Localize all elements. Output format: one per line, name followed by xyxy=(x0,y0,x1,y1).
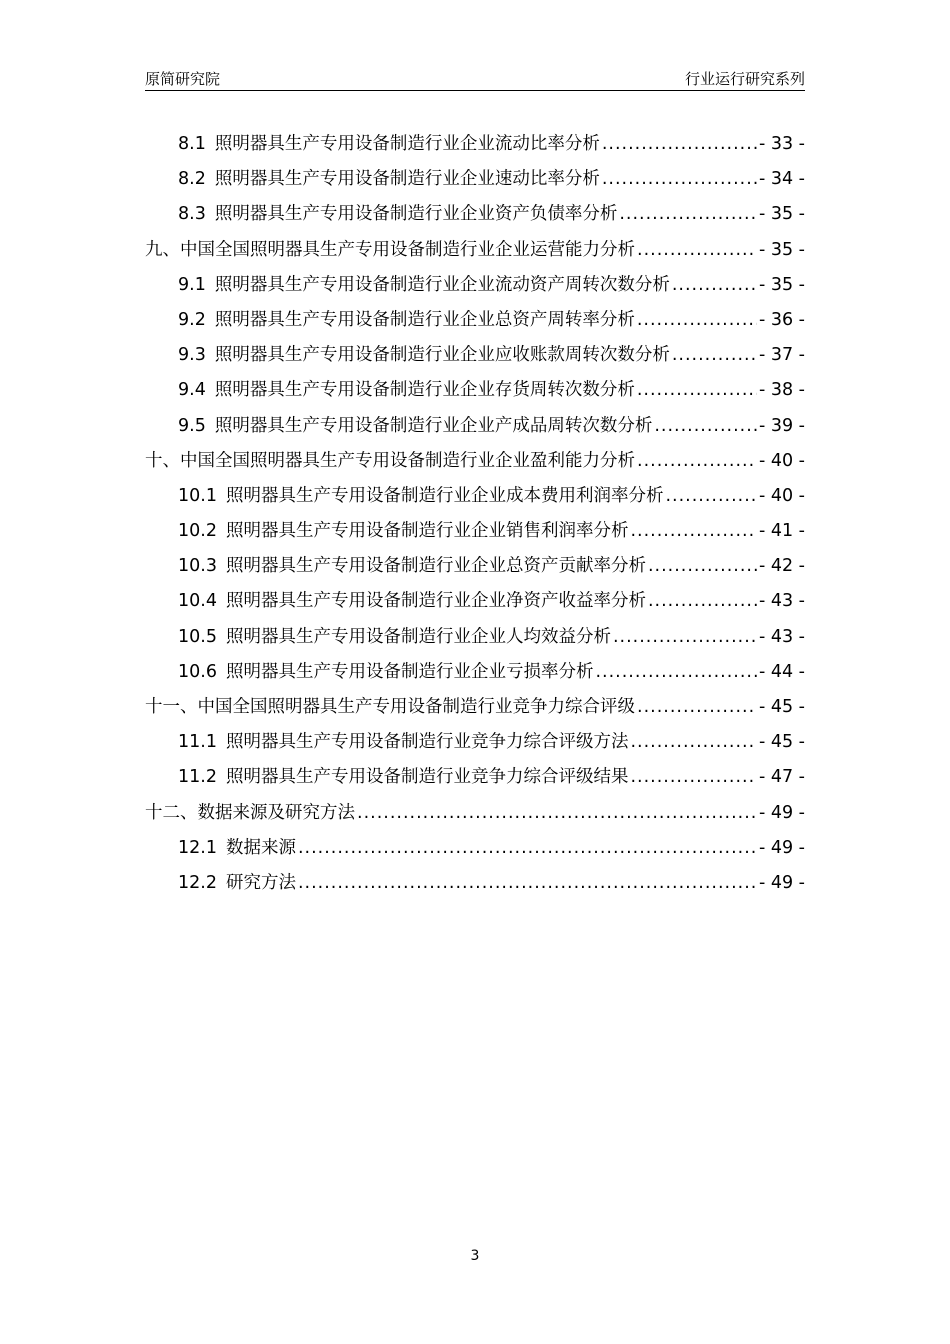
toc-entry-title: 十一、中国全国照明器具生产专用设备制造行业竞争力综合评级 xyxy=(145,697,635,717)
toc-entry-number: 9.1 xyxy=(178,274,206,295)
toc-entry[interactable] xyxy=(145,587,805,622)
toc-entry[interactable] xyxy=(145,658,805,693)
toc-entry[interactable] xyxy=(145,341,805,376)
toc-entry-title: 照明器具生产专用设备制造行业企业总资产贡献率分析 xyxy=(225,556,646,577)
toc-entry[interactable] xyxy=(145,693,805,728)
toc-leader-dots xyxy=(298,873,757,893)
toc-entry-page: - 40 - xyxy=(758,485,805,506)
toc-entry-page: - 43 - xyxy=(758,626,805,647)
toc-entry[interactable] xyxy=(145,552,805,587)
toc-entry-page: - 35 - xyxy=(758,274,805,295)
toc-entry-page: - 35 - xyxy=(758,239,805,260)
toc-entry-title: 十、中国全国照明器具生产专用设备制造行业企业盈利能力分析 xyxy=(145,450,635,471)
toc-entry-title: 照明器具生产专用设备制造行业企业亏损率分析 xyxy=(225,661,594,682)
toc-entry[interactable] xyxy=(145,236,805,271)
toc-entry[interactable] xyxy=(145,869,805,904)
toc-leader-dots xyxy=(637,451,757,471)
toc-entry[interactable] xyxy=(145,165,805,200)
toc-entry-number: 8.2 xyxy=(178,169,206,190)
toc-leader-dots xyxy=(654,416,757,436)
toc-entry[interactable] xyxy=(145,130,805,165)
toc-leader-dots xyxy=(602,134,757,154)
toc-entry-number: 8.1 xyxy=(178,134,206,154)
toc-entry-number: 10.5 xyxy=(178,626,217,647)
toc-entry[interactable] xyxy=(145,623,805,658)
toc-entry[interactable] xyxy=(145,517,805,552)
toc-entry[interactable] xyxy=(145,412,805,447)
toc-entry-number: 9.4 xyxy=(178,380,206,401)
toc-leader-dots xyxy=(298,838,757,858)
toc-entry-page: - 43 - xyxy=(758,591,805,612)
toc-entry-title: 照明器具生产专用设备制造行业企业流动比率分析 xyxy=(214,134,600,154)
toc-entry-page: - 44 - xyxy=(758,661,805,682)
toc-entry-title: 照明器具生产专用设备制造行业企业应收账款周转次数分析 xyxy=(214,345,670,366)
header-org-name: 原简研究院 xyxy=(145,70,221,88)
toc-entry[interactable] xyxy=(145,799,805,834)
toc-entry-title: 照明器具生产专用设备制造行业企业净资产收益率分析 xyxy=(225,591,646,612)
toc-entry-title: 照明器具生产专用设备制造行业竞争力综合评级方法 xyxy=(225,732,629,753)
toc-leader-dots xyxy=(613,627,757,647)
toc-entry-page: - 45 - xyxy=(758,697,805,717)
toc-entry-page: - 49 - xyxy=(758,837,805,858)
toc-entry-title: 数据来源 xyxy=(225,837,296,858)
toc-entry-number: 11.1 xyxy=(178,732,217,753)
toc-entry-page: - 34 - xyxy=(758,169,805,190)
toc-entry-title: 照明器具生产专用设备制造行业企业流动资产周转次数分析 xyxy=(214,274,670,295)
toc-leader-dots xyxy=(648,556,757,576)
toc-leader-dots xyxy=(630,767,757,787)
toc-leader-dots xyxy=(648,591,757,611)
toc-entry-number: 10.4 xyxy=(178,591,217,612)
toc-entry-title: 照明器具生产专用设备制造行业企业速动比率分析 xyxy=(214,169,600,190)
toc-leader-dots xyxy=(619,204,757,224)
toc-entry-page: - 39 - xyxy=(758,415,805,436)
toc-entry-title: 照明器具生产专用设备制造行业企业成本费用利润率分析 xyxy=(225,485,664,506)
toc-leader-dots xyxy=(672,275,757,295)
toc-entry-number: 11.2 xyxy=(178,767,217,788)
toc-leader-dots xyxy=(672,345,757,365)
toc-entry-title: 九、中国全国照明器具生产专用设备制造行业企业运营能力分析 xyxy=(145,239,635,260)
toc-entry-page: - 36 - xyxy=(758,309,805,330)
toc-entry[interactable] xyxy=(145,447,805,482)
toc-entry-title: 照明器具生产专用设备制造行业企业资产负债率分析 xyxy=(214,204,618,225)
toc-entry[interactable] xyxy=(145,271,805,306)
toc-entry-page: - 45 - xyxy=(758,732,805,753)
toc-entry-page: - 35 - xyxy=(758,204,805,225)
toc-entry-page: - 41 - xyxy=(758,521,805,542)
toc-entry[interactable] xyxy=(145,834,805,869)
table-of-contents xyxy=(145,130,805,904)
toc-leader-dots xyxy=(602,169,757,189)
toc-entry[interactable] xyxy=(145,728,805,763)
toc-entry-number: 12.1 xyxy=(178,837,217,858)
toc-entry-title: 照明器具生产专用设备制造行业企业总资产周转率分析 xyxy=(214,309,635,330)
toc-entry-number: 9.3 xyxy=(178,345,206,366)
toc-leader-dots xyxy=(637,380,757,400)
toc-entry[interactable] xyxy=(145,306,805,341)
toc-entry-number: 10.6 xyxy=(178,661,217,682)
toc-entry-title: 照明器具生产专用设备制造行业竞争力综合评级结果 xyxy=(225,767,629,788)
toc-entry[interactable] xyxy=(145,200,805,235)
toc-entry-title: 照明器具生产专用设备制造行业企业销售利润率分析 xyxy=(225,521,629,542)
toc-entry-title: 照明器具生产专用设备制造行业企业存货周转次数分析 xyxy=(214,380,635,401)
toc-entry-page: - 37 - xyxy=(758,345,805,366)
toc-entry-number: 10.1 xyxy=(178,485,217,506)
toc-leader-dots xyxy=(665,486,757,506)
toc-entry-page: - 33 - xyxy=(758,134,805,154)
toc-entry-title: 照明器具生产专用设备制造行业企业产成品周转次数分析 xyxy=(214,415,653,436)
toc-entry-title: 照明器具生产专用设备制造行业企业人均效益分析 xyxy=(225,626,611,647)
toc-entry-number: 10.3 xyxy=(178,556,217,577)
toc-leader-dots xyxy=(637,240,757,260)
toc-entry-number: 9.2 xyxy=(178,309,206,330)
toc-leader-dots xyxy=(637,697,757,717)
toc-entry-title: 研究方法 xyxy=(225,872,296,893)
toc-entry-title: 十二、数据来源及研究方法 xyxy=(145,802,355,823)
toc-entry-page: - 49 - xyxy=(758,872,805,893)
toc-entry-number: 8.3 xyxy=(178,204,206,225)
toc-entry[interactable] xyxy=(145,763,805,798)
toc-leader-dots xyxy=(357,803,757,823)
header-series-title: 行业运行研究系列 xyxy=(684,70,805,88)
page-number: 3 xyxy=(470,1248,480,1264)
toc-leader-dots xyxy=(630,732,757,752)
toc-entry-page: - 42 - xyxy=(758,556,805,577)
toc-leader-dots xyxy=(595,662,757,682)
toc-entry-page: - 49 - xyxy=(758,802,805,823)
toc-leader-dots xyxy=(630,521,757,541)
toc-entry[interactable] xyxy=(145,376,805,411)
toc-entry-number: 10.2 xyxy=(178,521,217,542)
toc-entry-page: - 38 - xyxy=(758,380,805,401)
toc-entry-page: - 40 - xyxy=(758,450,805,471)
page-header xyxy=(145,64,805,91)
toc-leader-dots xyxy=(637,310,757,330)
toc-entry-number: 12.2 xyxy=(178,872,217,893)
toc-entry-page: - 47 - xyxy=(758,767,805,788)
toc-entry[interactable] xyxy=(145,482,805,517)
toc-entry-number: 9.5 xyxy=(178,415,206,436)
